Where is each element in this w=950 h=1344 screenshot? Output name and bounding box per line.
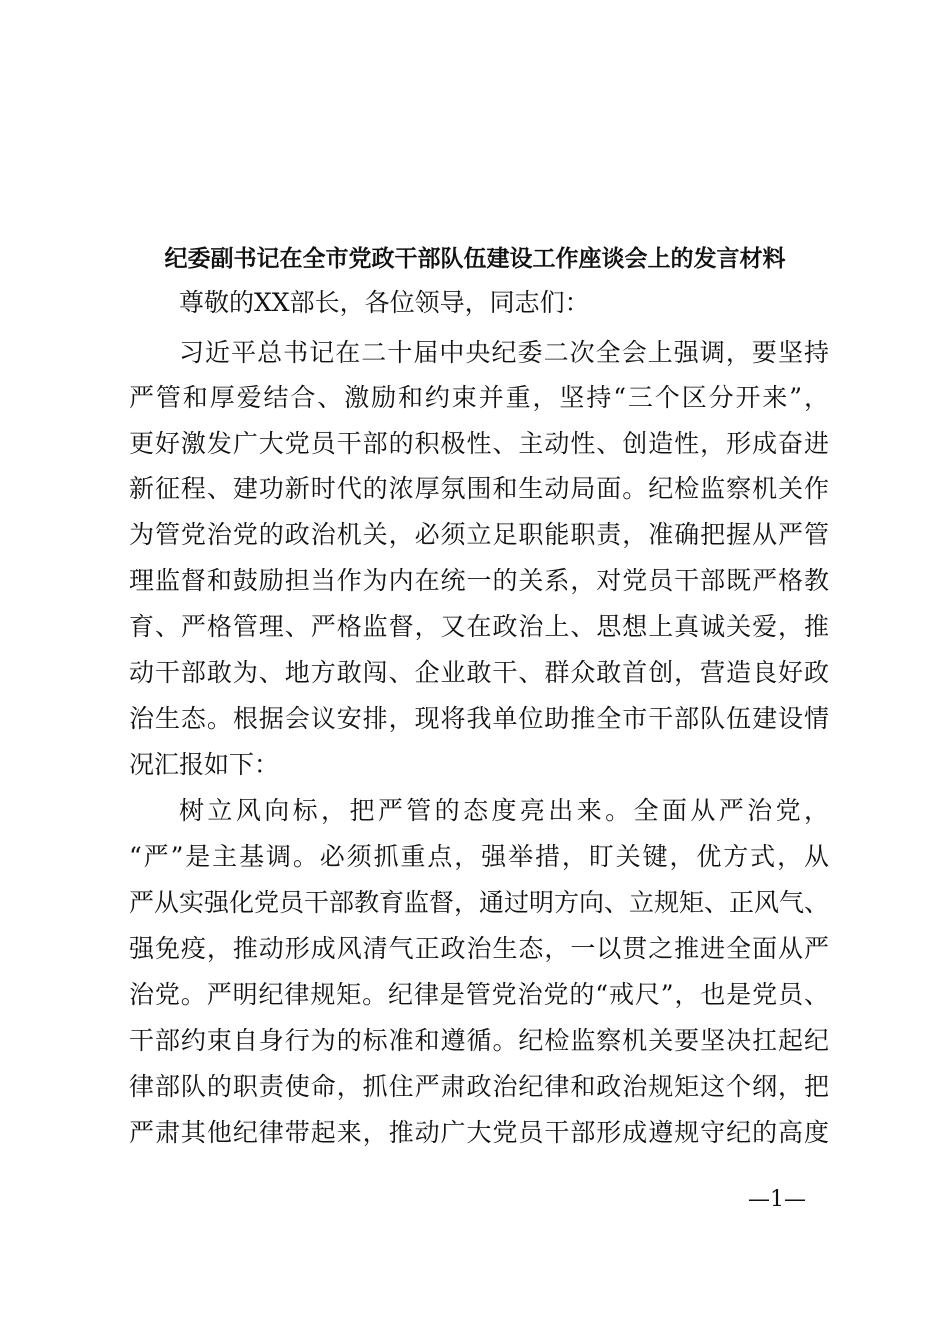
paragraph-line: 严管和厚爱结合、激励和约束并重，坚持“三个区分开来”， [129, 383, 829, 412]
paragraph-line: 新征程、建功新时代的浓厚氛围和生动局面。纪检监察机关作 [129, 474, 829, 503]
paragraph-line: 强免疫，推动形成风清气正政治生态，一以贯之推进全面从严 [129, 934, 829, 963]
paragraph-line: 干部约束自身行为的标准和遵循。纪检监察机关要坚决扛起纪 [129, 1026, 829, 1055]
page-number: —1— [748, 1187, 806, 1212]
paragraph-line: “严”是主基调。必须抓重点，强举措，盯关键，优方式，从 [129, 842, 829, 871]
paragraph-line: 严从实强化党员干部教育监督，通过明方向、立规矩、正风气、 [129, 888, 830, 917]
paragraph-line: 治党。严明纪律规矩。纪律是管党治党的“戒尺”，也是党员、 [129, 980, 829, 1009]
document-title: 纪委副书记在全市党政干部队伍建设工作座谈会上的发言材料 [164, 245, 786, 272]
paragraph-line: 理监督和鼓励担当作为内在统一的关系，对党员干部既严格教 [129, 566, 829, 595]
paragraph-line: 习近平总书记在二十届中央纪委二次全会上强调，要坚持 [179, 338, 829, 367]
paragraph-line: 育、严格管理、严格监督，又在政治上、思想上真诚关爱，推 [129, 612, 829, 641]
paragraph-line: 树立风向标，把严管的态度亮出来。全面从严治党， [179, 796, 829, 825]
paragraph-line: 更好激发广大党员干部的积极性、主动性、创造性，形成奋进 [129, 429, 829, 458]
paragraph-line: 严肃其他纪律带起来，推动广大党员干部形成遵规守纪的高度 [129, 1118, 829, 1147]
paragraph-line: 治生态。根据会议安排，现将我单位助推全市干部队伍建设情 [129, 704, 829, 733]
paragraph-line: 律部队的职责使命，抓住严肃政治纪律和政治规矩这个纲，把 [129, 1072, 829, 1101]
salutation: 尊敬的XX部长，各位领导，同志们： [179, 288, 590, 317]
paragraph-line: 为管党治党的政治机关，必须立足职能职责，准确把握从严管 [129, 520, 829, 549]
paragraph-line: 况汇报如下： [129, 750, 280, 779]
paragraph-line: 动干部敢为、地方敢闯、企业敢干、群众敢首创，营造良好政 [129, 658, 829, 687]
